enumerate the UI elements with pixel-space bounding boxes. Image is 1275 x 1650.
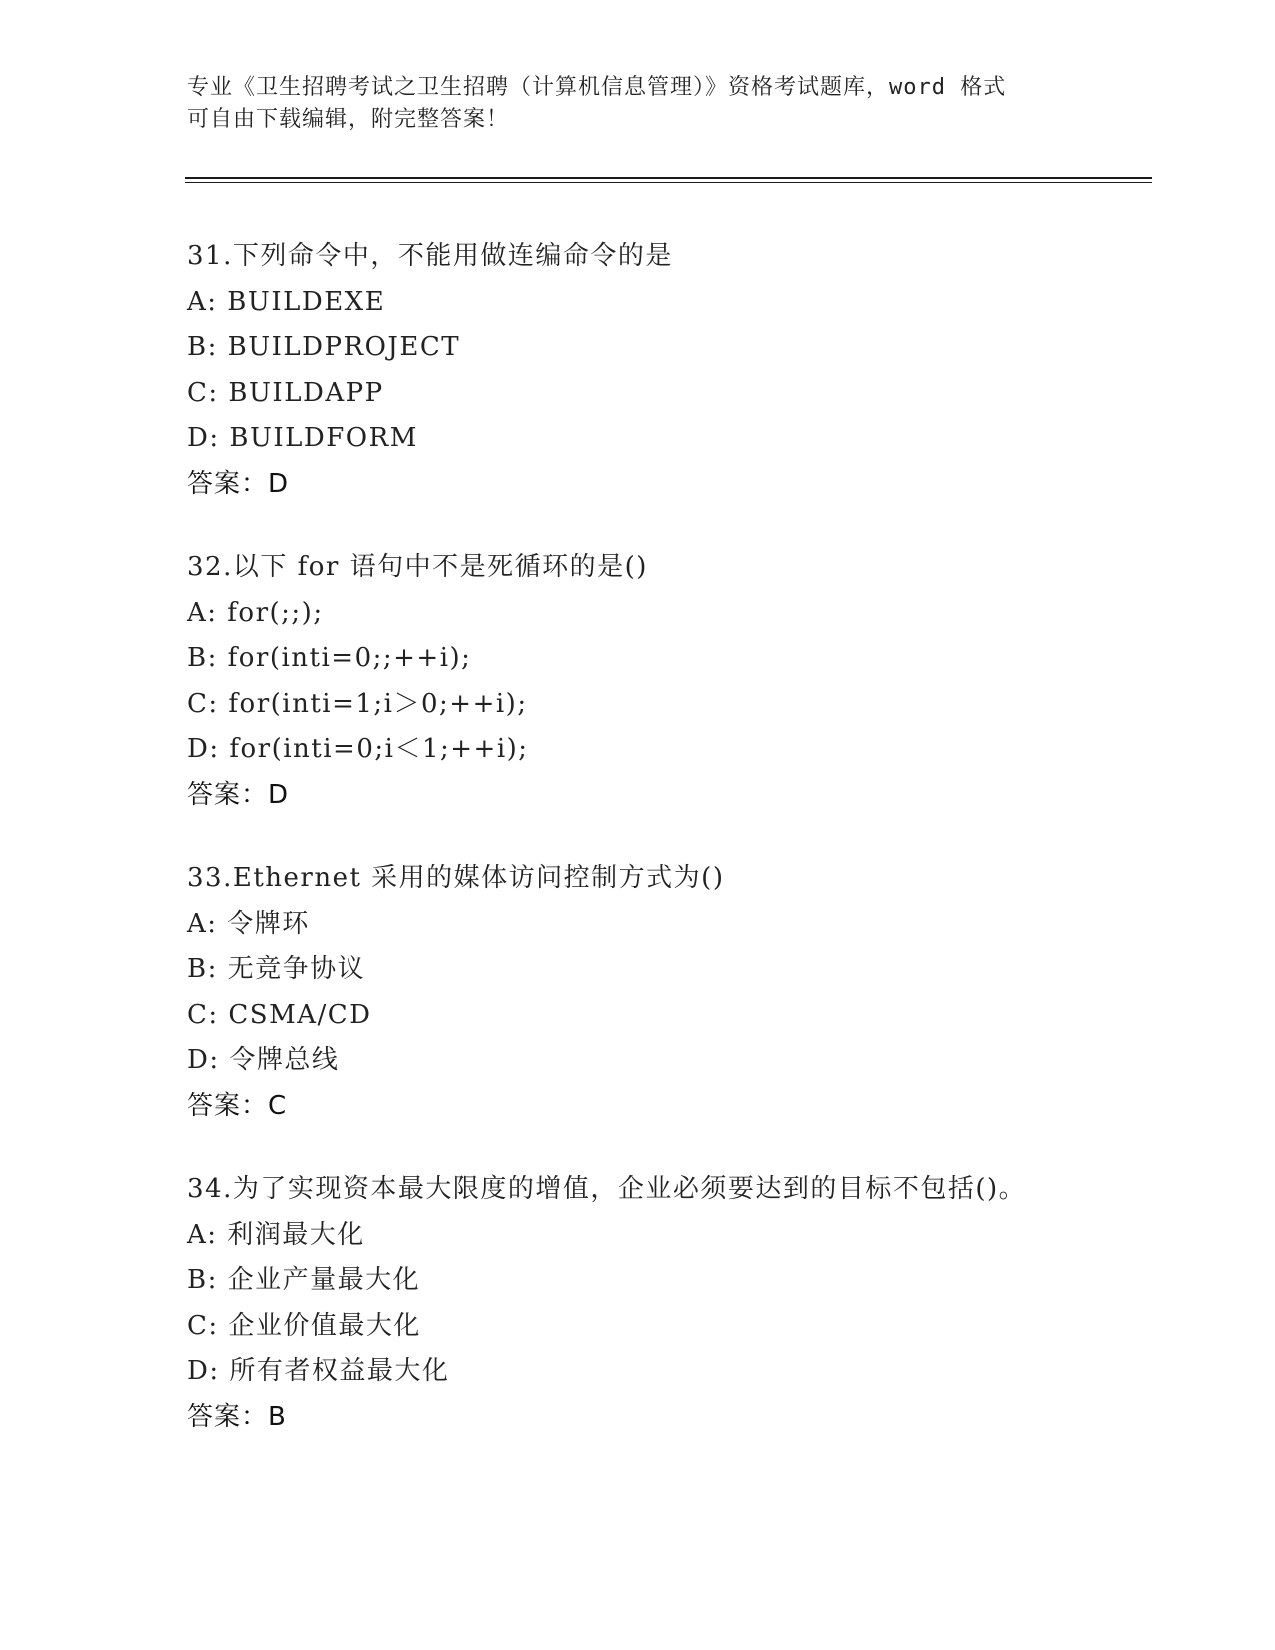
question-stem: 32.以下 for 语句中不是死循环的是() xyxy=(187,552,648,582)
option-d: D: 令牌总线 xyxy=(187,1045,340,1075)
header-line-1: 专业《卫生招聘考试之卫生招聘（计算机信息管理）》资格考试题库，word 格式 xyxy=(187,75,1007,100)
option-d: D: for(inti=0;i＜1;++i); xyxy=(187,734,529,764)
option-c: C: BUILDAPP xyxy=(187,377,384,408)
question-33 xyxy=(187,856,1147,1129)
option-c: C: for(inti=1;i＞0;++i); xyxy=(187,688,528,719)
answer-line: 答案：C xyxy=(187,1090,288,1121)
question-31 xyxy=(187,234,1147,507)
option-b: B: 企业产量最大化 xyxy=(187,1265,421,1295)
option-d: D: 所有者权益最大化 xyxy=(187,1356,450,1386)
question-34 xyxy=(187,1167,1147,1440)
option-b: B: 无竞争协议 xyxy=(187,954,366,984)
option-b: B: for(inti=0;;++i); xyxy=(187,643,472,673)
question-32 xyxy=(187,545,1147,818)
answer-line: 答案：B xyxy=(187,1401,287,1432)
option-d: D: BUILDFORM xyxy=(187,423,418,453)
question-stem: 33.Ethernet 采用的媒体访问控制方式为() xyxy=(187,863,725,893)
option-a: A: for(;;); xyxy=(187,597,324,628)
header-divider-thick xyxy=(185,177,1152,179)
option-c: C: 企业价值最大化 xyxy=(187,1310,421,1341)
option-b: B: BUILDPROJECT xyxy=(187,332,461,362)
document-header xyxy=(187,72,1067,136)
option-a: A: BUILDEXE xyxy=(187,286,386,317)
header-line-2: 可自由下载编辑，附完整答案！ xyxy=(187,107,510,132)
option-a: A: 令牌环 xyxy=(187,908,310,939)
question-list xyxy=(187,234,1147,1478)
option-a: A: 利润最大化 xyxy=(187,1219,365,1250)
option-c: C: CSMA/CD xyxy=(187,999,372,1030)
question-stem: 34.为了实现资本最大限度的增值，企业必须要达到的目标不包括()。 xyxy=(187,1174,1027,1204)
question-stem: 31.下列命令中，不能用做连编命令的是 xyxy=(187,241,673,271)
header-divider-thin xyxy=(185,182,1152,183)
answer-line: 答案：D xyxy=(187,468,290,499)
answer-line: 答案：D xyxy=(187,779,290,810)
